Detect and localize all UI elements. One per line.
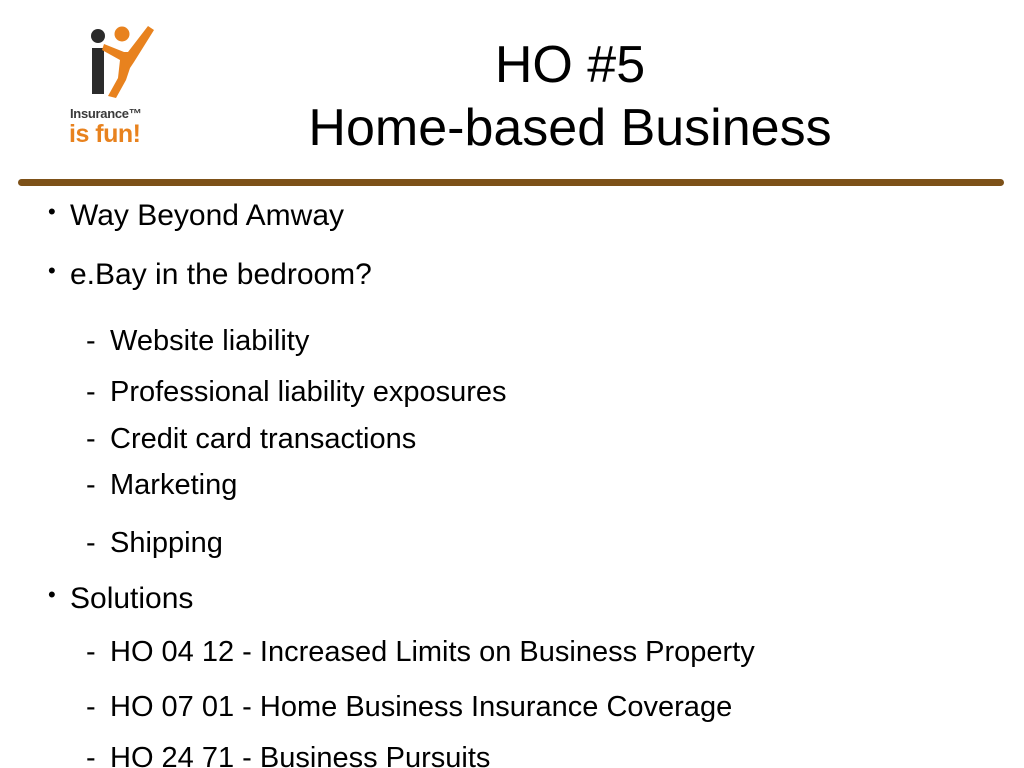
sub-bullet-item [86, 378, 507, 407]
sub-bullet-item [86, 744, 490, 768]
dash-icon: - [86, 423, 96, 455]
sub-bullet-item [86, 425, 416, 454]
logo-tagline-bottom: is fun! [69, 120, 141, 148]
sub-bullet-text: HO 04 12 - Increased Limits on Business Property [110, 636, 755, 668]
dash-icon: - [86, 636, 96, 668]
dash-icon: - [86, 376, 96, 408]
sub-bullet-text: Marketing [110, 469, 238, 501]
sub-bullet-item [86, 529, 223, 558]
bullet-icon: • [48, 258, 56, 283]
title-divider [18, 179, 1004, 186]
dash-icon: - [86, 691, 96, 723]
bullet-icon: • [48, 582, 56, 607]
sub-bullet-text: Shipping [110, 527, 223, 559]
sub-bullet-item [86, 638, 755, 667]
sub-bullet-text: Credit card transactions [110, 423, 417, 455]
sub-bullet-item [86, 327, 309, 356]
bullet-item [48, 201, 344, 231]
logo-tagline-top: Insurance™ [70, 106, 142, 121]
sub-bullet-text: HO 07 01 - Home Business Insurance Coverage [110, 691, 733, 723]
bullet-icon: • [48, 199, 56, 224]
sub-bullet-text: Professional liability exposures [110, 376, 507, 408]
bullet-text: e.Bay in the bedroom? [70, 258, 372, 291]
bullet-text: Way Beyond Amway [70, 199, 344, 232]
bullet-item [48, 260, 372, 290]
bullet-item [48, 584, 193, 614]
title-line-1: HO #5 [494, 36, 646, 94]
dash-icon: - [86, 325, 96, 357]
dash-icon: - [86, 469, 96, 501]
sub-bullet-item [86, 471, 237, 500]
slide-title [260, 34, 880, 160]
bullet-text: Solutions [70, 582, 194, 615]
dash-icon: - [86, 742, 96, 768]
title-line-2: Home-based Business [308, 99, 832, 157]
sub-bullet-item [86, 693, 732, 722]
sub-bullet-text: Website liability [110, 325, 310, 357]
company-logo [64, 22, 160, 152]
person-figure-icon [64, 22, 160, 104]
dash-icon: - [86, 527, 96, 559]
sub-bullet-text: HO 24 71 - Business Pursuits [110, 742, 491, 768]
